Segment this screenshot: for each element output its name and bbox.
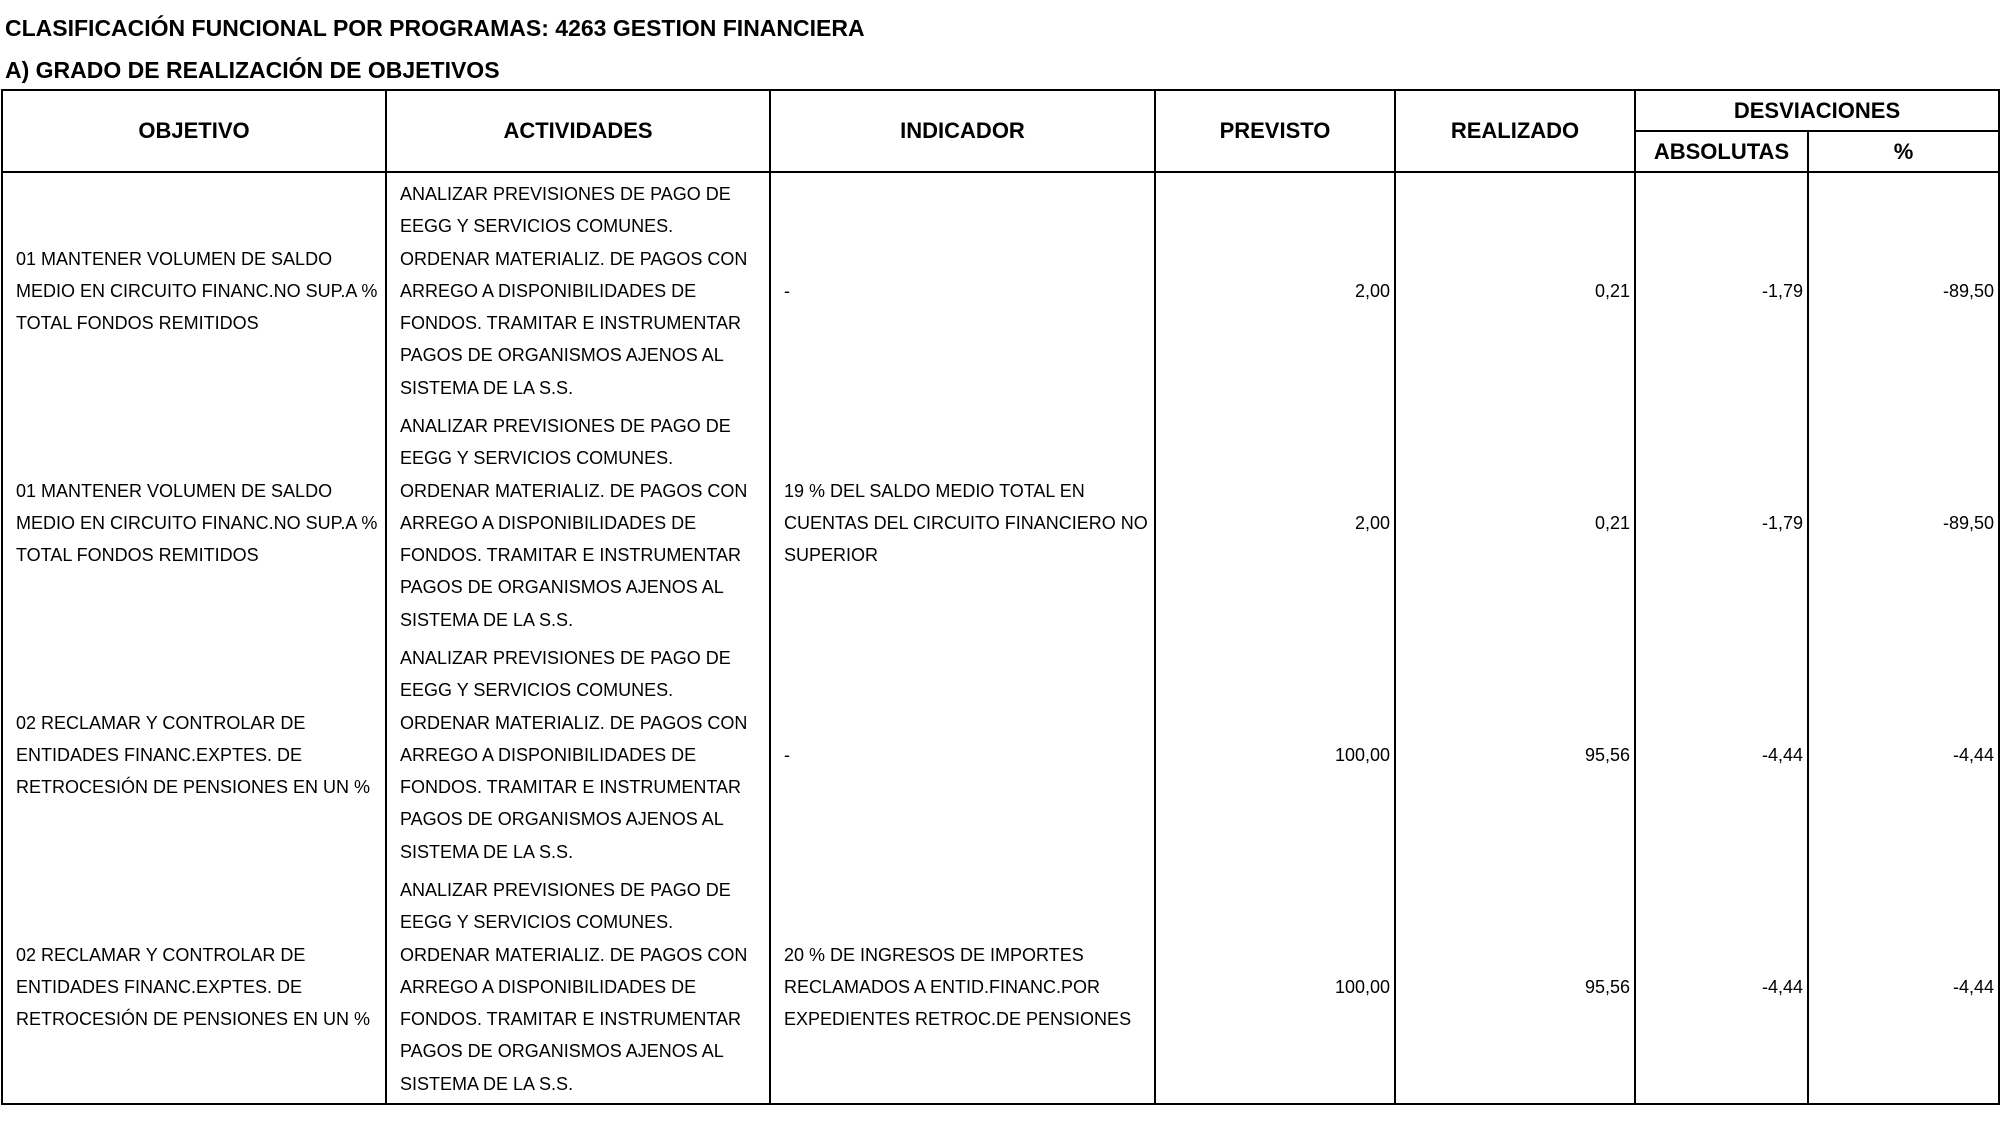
- cell-porcentaje: -89,50: [1808, 172, 1999, 407]
- cell-realizado: 0,21: [1395, 407, 1635, 639]
- cell-porcentaje: -89,50: [1808, 407, 1999, 639]
- column-header-porcentaje: %: [1808, 131, 1999, 172]
- cell-absolutas: -1,79: [1635, 172, 1808, 407]
- column-header-actividades: ACTIVIDADES: [386, 90, 770, 172]
- cell-indicador: 19 % DEL SALDO MEDIO TOTAL EN CUENTAS DEL CIRCUITO FINANCIERO NO SUPERIOR: [770, 407, 1155, 639]
- cell-objetivo: 02 RECLAMAR Y CONTROLAR DE ENTIDADES FINANC.EXPTES. DE RETROCESIÓN DE PENSIONES EN UN %: [2, 871, 386, 1104]
- column-header-indicador: INDICADOR: [770, 90, 1155, 172]
- cell-previsto: 100,00: [1155, 639, 1395, 871]
- table-body: [2, 172, 1999, 1104]
- cell-actividades: ANALIZAR PREVISIONES DE PAGO DE EEGG Y SERVICIOS COMUNES. ORDENAR MATERIALIZ. DE PAGOS CON ARREGO A DISPONIBILIDADES DE FONDOS. TRAMITAR E INSTRUMENTAR PAGOS DE ORGANISMOS AJENOS AL SISTEMA DE LA S.S.: [386, 639, 770, 871]
- cell-objetivo: 01 MANTENER VOLUMEN DE SALDO MEDIO EN CIRCUITO FINANC.NO SUP.A % TOTAL FONDOS REMITIDOS: [2, 172, 386, 407]
- cell-realizado: 95,56: [1395, 639, 1635, 871]
- cell-porcentaje: -4,44: [1808, 639, 1999, 871]
- cell-absolutas: -4,44: [1635, 639, 1808, 871]
- objectives-table: [1, 89, 2000, 1105]
- cell-porcentaje: -4,44: [1808, 871, 1999, 1104]
- cell-realizado: 95,56: [1395, 871, 1635, 1104]
- cell-previsto: 100,00: [1155, 871, 1395, 1104]
- cell-actividades: ANALIZAR PREVISIONES DE PAGO DE EEGG Y SERVICIOS COMUNES. ORDENAR MATERIALIZ. DE PAGOS CON ARREGO A DISPONIBILIDADES DE FONDOS. TRAMITAR E INSTRUMENTAR PAGOS DE ORGANISMOS AJENOS AL SISTEMA DE LA S.S.: [386, 871, 770, 1104]
- table-header: [2, 90, 1999, 172]
- cell-previsto: 2,00: [1155, 172, 1395, 407]
- column-header-objetivo: OBJETIVO: [2, 90, 386, 172]
- cell-indicador: -: [770, 639, 1155, 871]
- cell-realizado: 0,21: [1395, 172, 1635, 407]
- cell-previsto: 2,00: [1155, 407, 1395, 639]
- table-row: [2, 871, 1999, 1104]
- cell-absolutas: -1,79: [1635, 407, 1808, 639]
- cell-objetivo: 01 MANTENER VOLUMEN DE SALDO MEDIO EN CIRCUITO FINANC.NO SUP.A % TOTAL FONDOS REMITIDOS: [2, 407, 386, 639]
- page-title: CLASIFICACIÓN FUNCIONAL POR PROGRAMAS: 4263 GESTION FINANCIERA: [5, 15, 865, 41]
- column-header-realizado: REALIZADO: [1395, 90, 1635, 172]
- table-row: [2, 639, 1999, 871]
- cell-indicador: 20 % DE INGRESOS DE IMPORTES RECLAMADOS A ENTID.FINANC.POR EXPEDIENTES RETROC.DE PENSIONES: [770, 871, 1155, 1104]
- cell-actividades: ANALIZAR PREVISIONES DE PAGO DE EEGG Y SERVICIOS COMUNES. ORDENAR MATERIALIZ. DE PAGOS CON ARREGO A DISPONIBILIDADES DE FONDOS. TRAMITAR E INSTRUMENTAR PAGOS DE ORGANISMOS AJENOS AL SISTEMA DE LA S.S.: [386, 172, 770, 407]
- cell-actividades: ANALIZAR PREVISIONES DE PAGO DE EEGG Y SERVICIOS COMUNES. ORDENAR MATERIALIZ. DE PAGOS CON ARREGO A DISPONIBILIDADES DE FONDOS. TRAMITAR E INSTRUMENTAR PAGOS DE ORGANISMOS AJENOS AL SISTEMA DE LA S.S.: [386, 407, 770, 639]
- section-title: A) GRADO DE REALIZACIÓN DE OBJETIVOS: [5, 57, 500, 83]
- table-row: [2, 407, 1999, 639]
- cell-absolutas: -4,44: [1635, 871, 1808, 1104]
- cell-objetivo: 02 RECLAMAR Y CONTROLAR DE ENTIDADES FINANC.EXPTES. DE RETROCESIÓN DE PENSIONES EN UN %: [2, 639, 386, 871]
- column-header-absolutas: ABSOLUTAS: [1635, 131, 1808, 172]
- column-header-previsto: PREVISTO: [1155, 90, 1395, 172]
- column-header-desviaciones: DESVIACIONES: [1635, 90, 1999, 131]
- cell-indicador: -: [770, 172, 1155, 407]
- table-row: [2, 172, 1999, 407]
